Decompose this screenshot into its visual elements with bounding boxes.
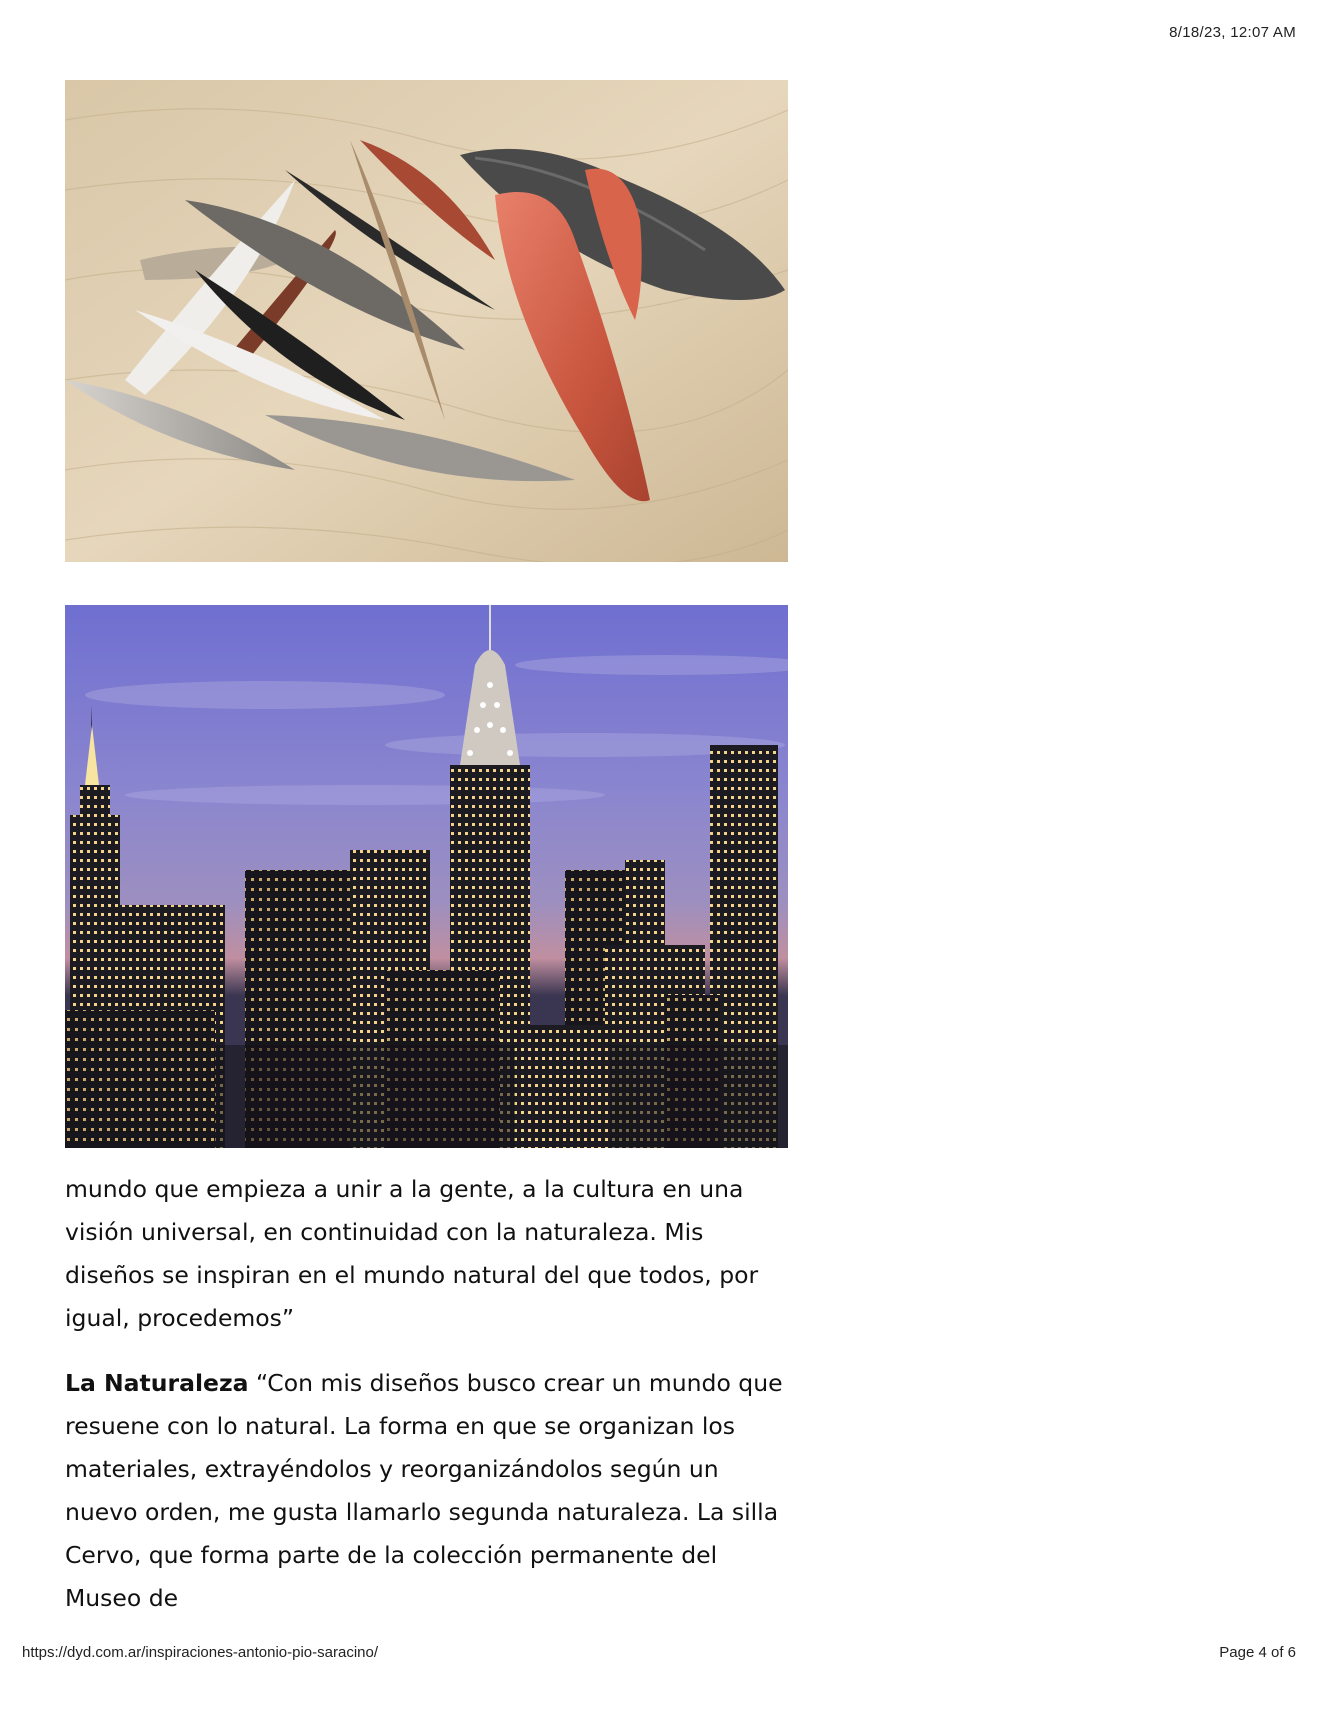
print-datetime: 8/18/23, 12:07 AM (1169, 24, 1296, 41)
section-heading-naturaleza: La Naturaleza (65, 1369, 249, 1397)
article-paragraph-text: “Con mis diseños busco crear un mundo que resuene con lo natural. La forma en que se organizan los materiales, extrayéndolos y reorganizándolos según un nuevo orden, me gusta llamarlo segunda naturaleza. La silla Cervo, que forma parte de la colección permanente del Museo de (65, 1369, 783, 1612)
print-footer-page-number: Page 4 of 6 (1219, 1644, 1296, 1661)
city-skyline-photo (65, 605, 788, 1148)
article-paragraph-naturaleza (65, 1362, 795, 1620)
flint-tools-photo (65, 80, 788, 562)
print-footer-url: https://dyd.com.ar/inspiraciones-antonio-pio-saracino/ (22, 1644, 379, 1661)
article-paragraph: mundo que empieza a unir a la gente, a la cultura en una visión universal, en continuidad con la naturaleza. Mis diseños se inspiran en el mundo natural del que todos, por igual, procedemos” (65, 1175, 759, 1332)
article-body (65, 1168, 795, 1642)
